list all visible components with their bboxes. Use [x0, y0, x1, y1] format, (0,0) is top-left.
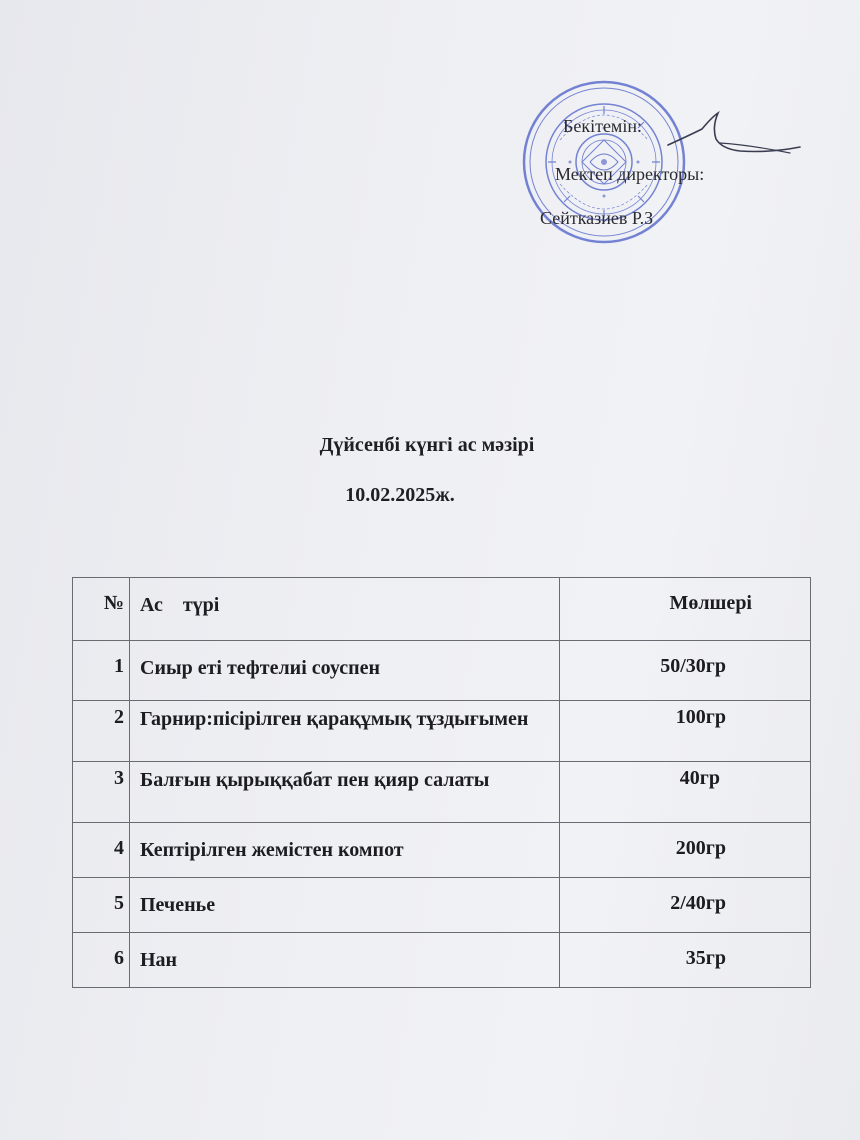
table-row [73, 878, 811, 933]
row-amount: 2/40гр [560, 878, 811, 933]
row-amount: 40гр [560, 762, 811, 823]
table-row [73, 701, 811, 762]
table-row [73, 641, 811, 701]
row-amount: 100гр [560, 701, 811, 762]
row-amount: 50/30гр [560, 641, 811, 701]
approval-director-name: Сейтказиев Р.З [540, 208, 654, 228]
table-row [73, 823, 811, 878]
approval-approved-label: Бекітемін: [563, 116, 642, 136]
row-number: 3 [73, 762, 130, 823]
menu-title: Дүйсенбі күнгі ас мәзірі [319, 434, 535, 456]
row-number: 2 [73, 701, 130, 762]
table-row [73, 933, 811, 988]
header-number: № [73, 578, 130, 641]
header-amount: Мөлшері [560, 578, 811, 641]
row-dish: Нан [130, 933, 560, 988]
row-number: 4 [73, 823, 130, 878]
menu-table [72, 577, 811, 988]
row-dish: Печенье [130, 878, 560, 933]
approval-block [520, 80, 840, 250]
row-dish: Гарнир:пісірілген қарақұмық тұздығымен [130, 701, 560, 762]
row-dish: Сиыр еті тефтелиі соуспен [130, 641, 560, 701]
row-dish: Балғын қырыққабат пен қияр салаты [130, 762, 560, 823]
table-header-row [73, 578, 811, 641]
row-number: 1 [73, 641, 130, 701]
director-signature [660, 105, 810, 165]
approval-position-label: Мектеп директоры: [555, 164, 705, 184]
row-amount: 35гр [560, 933, 811, 988]
row-number: 6 [73, 933, 130, 988]
menu-date: 10.02.2025ж. [345, 484, 455, 506]
row-amount: 200гр [560, 823, 811, 878]
row-number: 5 [73, 878, 130, 933]
row-dish: Кептірілген жемістен компот [130, 823, 560, 878]
header-dish: Ас түрі [130, 578, 560, 641]
table-row [73, 762, 811, 823]
